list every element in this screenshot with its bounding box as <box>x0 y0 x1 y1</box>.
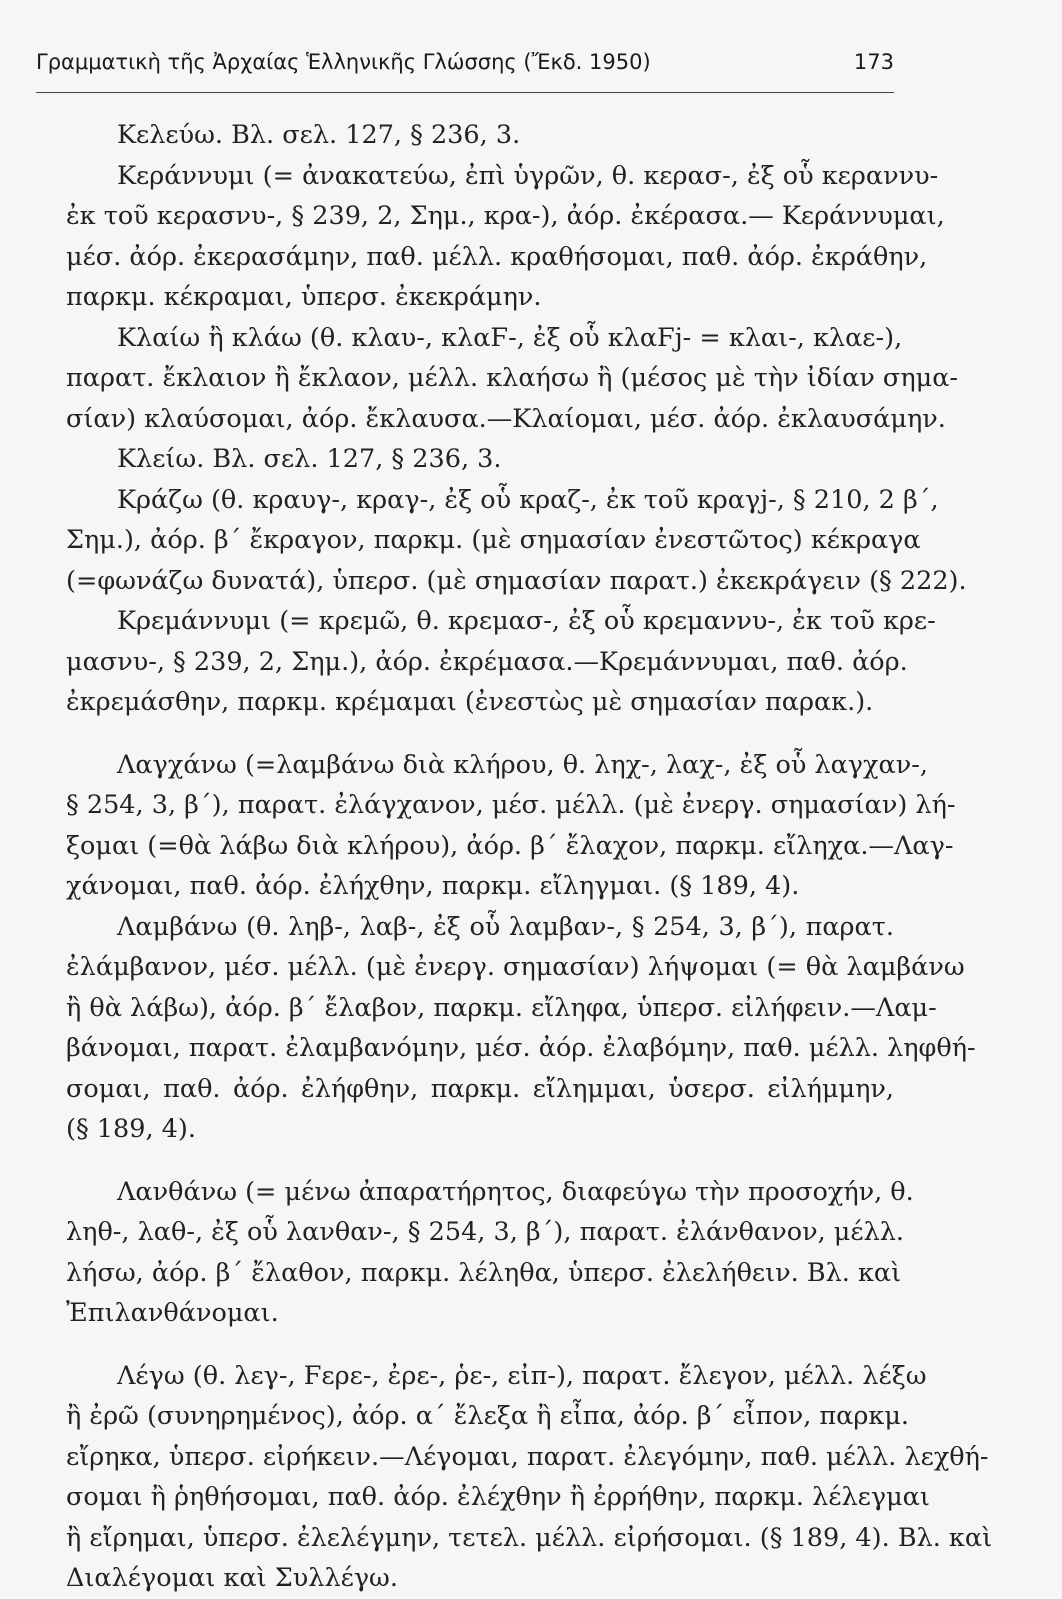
text-line: Κλαίω ἢ κλάω (θ. κλαυ-, κλαϜ-, ἐξ οὗ κλαϜj- = κλαι-, κλαε-), <box>117 322 903 353</box>
text-line: ἐκρεμάσθην, παρκμ. κρέμαμαι (ἐνεστὼς μὲ σημασίαν παρακ.). <box>66 687 874 717</box>
text-line: ξομαι (=θὰ λάβω διὰ κλήρου), ἀόρ. β΄ ἔλαχον, παρκμ. εἴληχα.—Λαγ- <box>66 830 954 861</box>
entry-kremannymi <box>66 601 936 723</box>
entry-klaio <box>66 318 959 440</box>
text-line: Κελεύω. Βλ. σελ. 127, § 236, 3. <box>117 120 521 150</box>
text-line: (=φωνάζω δυνατά), ὑπερσ. (μὲ σημασίαν παρατ.) ἐκεκράγειν (§ 222). <box>66 565 967 596</box>
entry-lanchano <box>66 745 956 907</box>
entry-krazo <box>66 480 967 602</box>
text-line: εἴρηκα, ὑπερσ. εἰρήκειν.—Λέγομαι, παρατ. ἐλεγόμην, παθ. μέλλ. λεχθή- <box>66 1441 989 1472</box>
text-line: Λαμβάνω (θ. ληβ-, λαβ-, ἐξ οὗ λαμβαν-, § 254, 3, β΄), παρατ. <box>117 911 894 942</box>
text-line: Κρεμάννυμι (= κρεμῶ, θ. κρεμασ-, ἐξ οὗ κρεμαννυ-, ἐκ τοῦ κρε- <box>117 606 936 636</box>
page-number: 173 <box>853 50 894 74</box>
text-line: παρατ. ἔκλαιον ἢ ἔκλαον, μέλλ. κλαήσω ἢ (μέσος μὲ τὴν ἰδίαν σημα- <box>66 363 959 393</box>
text-line: λήσω, ἀόρ. β΄ ἔλαθον, παρκμ. λέληθα, ὑπερσ. ἐλελήθειν. Βλ. καὶ <box>66 1257 902 1288</box>
text-line: ἐκ τοῦ κερασνυ-, § 239, 2, Σημ., κρα-), ἀόρ. ἐκέρασα.— Κεράννυμαι, <box>66 201 945 231</box>
text-line: σομαι, παθ. ἀόρ. ἐλήφθην, παρκμ. εἴλημμαι, ὑσερσ. εἰλήμμην, <box>66 1073 894 1104</box>
text-line: Λαγχάνω (=λαμβάνω διὰ κλήρου, θ. ληχ-, λαχ-, ἐξ οὗ λαγχαν-, <box>117 749 928 780</box>
text-line: (§ 189, 4). <box>66 1114 196 1144</box>
text-line: Ἐπιλανθάνομαι. <box>66 1298 279 1328</box>
text-line: σίαν) κλαύσομαι, ἀόρ. ἔκλαυσα.—Κλαίομαι, μέσ. ἀόρ. ἐκλαυσάμην. <box>66 403 946 434</box>
entry-lambano <box>66 907 976 1150</box>
text-line: § 254, 3, β΄), παρατ. ἐλάγχανον, μέσ. μέλλ. (μὲ ἐνεργ. σημασίαν) λή- <box>66 790 956 820</box>
text-line: Κλείω. Βλ. σελ. 127, § 236, 3. <box>117 444 502 474</box>
text-line: ληθ-, λαθ-, ἐξ οὗ λανθαν-, § 254, 3, β΄), παρατ. ἐλάνθανον, μέλλ. <box>66 1217 905 1247</box>
text-line: Λανθάνω (= μένω ἀπαρατήρητος, διαφεύγω τὴν προσοχήν, θ. <box>117 1176 914 1207</box>
text-line: ἐλάμβανον, μέσ. μέλλ. (μὲ ἐνεργ. σημασίαν) λήψομαι (= θὰ λαμβάνω <box>66 952 965 982</box>
text-line: παρκμ. κέκραμαι, ὑπερσ. ἐκεκράμην. <box>66 282 542 312</box>
text-line: Διαλέγομαι καὶ Συλλέγω. <box>66 1563 398 1593</box>
text-line: Σημ.), ἀόρ. β΄ ἔκραγον, παρκμ. (μὲ σημασίαν ἐνεστῶτος) κέκραγα <box>66 525 921 555</box>
text-line: ἢ ἐρῶ (συνηρημένος), ἀόρ. α΄ ἔλεξα ἢ εἶπα, ἀόρ. β΄ εἶπον, παρκμ. <box>66 1401 909 1431</box>
dictionary-body <box>66 115 993 1599</box>
entry-lanthano <box>66 1172 914 1334</box>
entry-kerannymi <box>66 156 945 318</box>
text-line: Λέγω (θ. λεγ-, Ϝερε-, ἐρε-, ῥε-, εἰπ-), παρατ. ἔλεγον, μέλλ. λέξω <box>117 1360 927 1391</box>
text-line: μασνυ-, § 239, 2, Σημ.), ἀόρ. ἐκρέμασα.—Κρεμάννυμαι, παθ. ἀόρ. <box>66 646 908 677</box>
text-line: βάνομαι, παρατ. ἐλαμβανόμην, μέσ. ἀόρ. ἐλαβόμην, παθ. μέλλ. ληφθή- <box>66 1033 976 1063</box>
text-line: χάνομαι, παθ. ἀόρ. ἐλήχθην, παρκμ. εἴληγμαι. (§ 189, 4). <box>66 871 800 901</box>
entry-kleio <box>66 439 894 480</box>
text-line: σομαι ἢ ῥηθήσομαι, παθ. ἀόρ. ἐλέχθην ἢ ἐρρήθην, παρκμ. λέλεγμαι <box>66 1482 930 1512</box>
text-line: Κεράννυμι (= ἀνακατεύω, ἐπὶ ὑγρῶν, θ. κερασ-, ἐξ οὗ κεραννυ- <box>117 160 939 191</box>
text-line: ἢ θὰ λάβω), ἀόρ. β΄ ἔλαβον, παρκμ. εἴληφα, ὑπερσ. εἰλήφειν.—Λαμ- <box>66 992 937 1023</box>
text-line: μέσ. ἀόρ. ἐκερασάμην, παθ. μέλλ. κραθήσομαι, παθ. ἀόρ. ἐκράθην, <box>66 241 928 272</box>
text-line: ἢ εἴρημαι, ὑπερσ. ἐλελέγμην, τετελ. μέλλ. εἰρήσομαι. (§ 189, 4). Βλ. καὶ <box>66 1522 993 1553</box>
running-header <box>36 50 894 74</box>
header-rule <box>36 92 894 93</box>
header-title: Γραμματικὴ τῆς Ἀρχαίας Ἑλληνικῆς Γλώσσης (Ἔκδ. 1950) <box>36 50 651 74</box>
entry-lego <box>66 1356 993 1599</box>
entry-keleuo <box>66 115 894 156</box>
text-line: Κράζω (θ. κραυγ-, κραγ-, ἐξ οὗ κραζ-, ἐκ τοῦ κραγj-, § 210, 2 β΄, <box>117 484 939 515</box>
